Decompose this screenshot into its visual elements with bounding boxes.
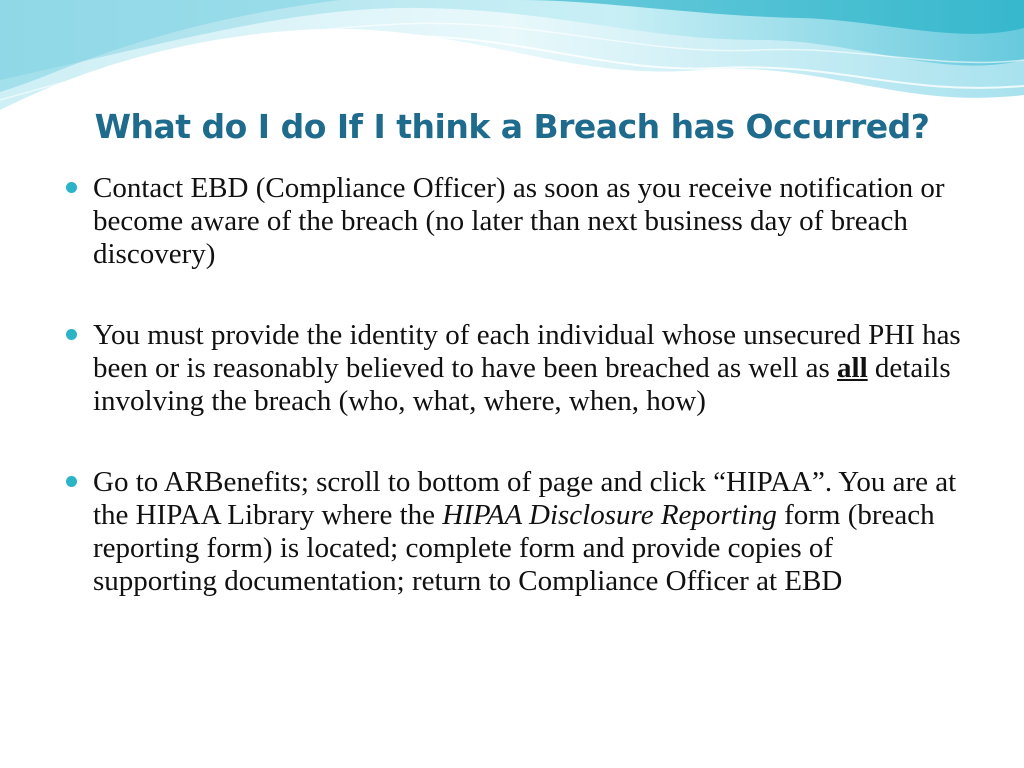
- bullet-text: Contact EBD (Compliance Officer) as soon as you receive notification or become aware of the breach (no later than next business day of breach discovery): [93, 172, 945, 270]
- bullet-contact-ebd: [62, 172, 962, 271]
- slide-title: What do I do If I think a Breach has Occurred?: [94, 107, 930, 146]
- bullet-go-to-arbenefits: [62, 466, 962, 598]
- bullet-dot-icon: [66, 329, 77, 340]
- bullet-text-end: form (breach reporting form) is located; complete form and provide copies of supporting documentation; return to Compliance Officer at EBD: [93, 499, 935, 597]
- bullet-text-start: You must provide the identity of each individual whose unsecured PHI has been or is reasonably believed to have been breached as well as: [93, 319, 961, 384]
- bullet-form-name: HIPAA Disclosure Reporting: [442, 499, 777, 531]
- bullet-provide-identity: [62, 319, 962, 418]
- bullet-text-start: Go to ARBenefits; scroll to bottom of page and click “HIPAA”. You are at the HIPAA Library where the: [93, 466, 957, 531]
- bullet-text-end: details involving the breach (who, what, where, when, how): [93, 352, 951, 417]
- bullet-list: [62, 172, 962, 598]
- bullet-emphasis-all: all: [837, 352, 868, 384]
- bullet-dot-icon: [66, 182, 77, 193]
- bullet-dot-icon: [66, 476, 77, 487]
